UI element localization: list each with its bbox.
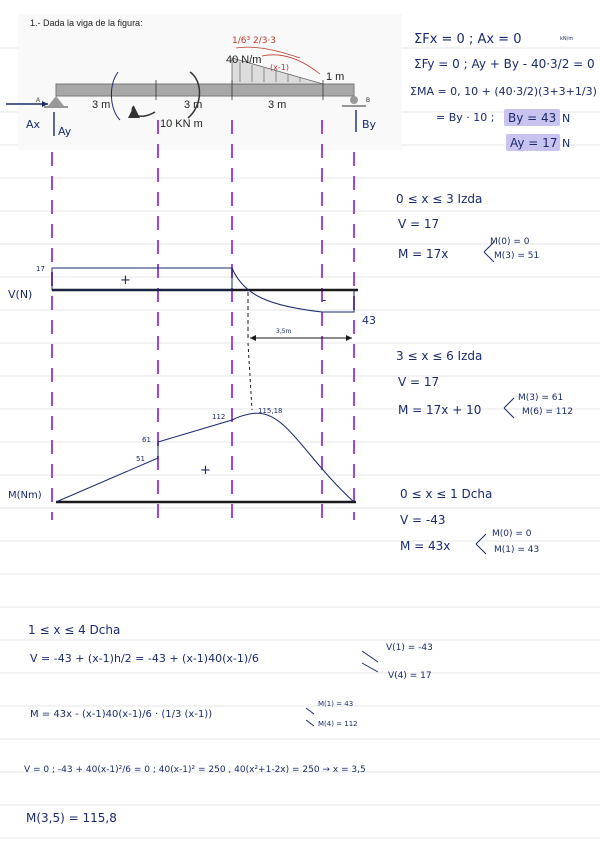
red-note-1: 1/6³ 2/3·3 — [232, 36, 277, 46]
shear-axis-label: V(N) — [8, 288, 33, 301]
ay-result: Ay = 17 — [510, 136, 558, 150]
shear-sign-neg: - — [322, 293, 327, 307]
beam-figure — [6, 14, 402, 150]
section-1-moment: M = 17x — [398, 247, 449, 261]
section-2-range: 3 ≤ x ≤ 6 Izda — [396, 349, 483, 363]
reaction-by: By — [362, 118, 377, 131]
section-1-shear: V = 17 — [398, 217, 440, 231]
span-3-label: 3 m — [268, 99, 287, 111]
section-2-shear: V = 17 — [398, 375, 440, 389]
beam — [56, 84, 354, 96]
moment-label: 10 KN m — [160, 118, 203, 130]
moment-v61: 61 — [142, 436, 151, 444]
eq-ma-cont: = By · 10 ; — [436, 111, 495, 124]
moment-diagram — [8, 343, 356, 502]
section-2-m3: M(3) = 61 — [518, 393, 564, 403]
moment-v112: 112 — [212, 413, 226, 421]
support-b — [350, 96, 358, 104]
zero-dimension-label: 3,5m — [276, 328, 292, 335]
section-1-m3: M(3) = 51 — [494, 251, 540, 261]
section-2-moment: M = 17x + 10 — [398, 403, 482, 417]
red-note-2: (x-1) — [270, 63, 289, 72]
shear-v-right: 43 — [362, 314, 376, 327]
section-4-m1: M(1) = 43 — [318, 700, 354, 708]
moment-vmax: 115,18 — [258, 407, 283, 415]
section-4-moment: M = 43x - (x-1)40(x-1)/6 · (1/3 (x-1)) — [30, 709, 213, 720]
shear-positive-block — [52, 268, 232, 290]
span-4-label: 1 m — [326, 71, 345, 83]
eq-ma: ΣMA = 0, 10 + (40·3/2)(3+3+1/3) — [410, 85, 597, 98]
eq-fx-unit: kN/m — [560, 36, 574, 42]
section-3-range: 0 ≤ x ≤ 1 Dcha — [400, 487, 493, 501]
eq-fx: ΣFx = 0 ; Ax = 0 — [414, 32, 522, 47]
reaction-ay: Ay — [58, 125, 72, 138]
point-a-label: A — [36, 98, 41, 104]
shear-diagram — [8, 265, 376, 341]
equilibrium-equations — [410, 32, 597, 151]
section-3-m1: M(1) = 43 — [494, 545, 540, 555]
section-4-v4: V(4) = 17 — [388, 671, 432, 681]
section-4-range: 1 ≤ x ≤ 4 Dcha — [28, 623, 121, 637]
span-2-label: 3 m — [184, 99, 203, 111]
section-4-mmax: M(3,5) = 115,8 — [26, 811, 117, 825]
section-3-shear: V = -43 — [400, 513, 446, 527]
eq-fy: ΣFy = 0 ; Ay + By - 40·3/2 = 0 — [414, 57, 595, 71]
by-unit: N — [562, 112, 571, 125]
span-1-label: 3 m — [92, 99, 111, 111]
section-2-m6: M(6) = 112 — [522, 407, 573, 417]
shear-sign-pos: + — [120, 273, 131, 288]
shear-v-left: 17 — [36, 265, 45, 273]
point-b-label: B — [366, 98, 371, 104]
section-1 — [396, 192, 539, 262]
problem-title: 1.- Dada la viga de la figura: — [30, 18, 143, 28]
section-4-zero: V = 0 ; -43 + 40(x-1)²/6 = 0 ; 40(x-1)² = 250 , 40(x²+1-2x) = 250 → x = 3,5 — [24, 765, 366, 775]
ay-unit: N — [562, 137, 571, 150]
section-4 — [24, 623, 433, 825]
moment-v51: 51 — [136, 455, 145, 463]
reaction-ax: Ax — [26, 118, 41, 131]
section-1-m0: M(0) = 0 — [490, 237, 530, 247]
moment-curve — [56, 413, 354, 502]
load-label: 40 N/m — [226, 54, 262, 66]
by-result: By = 43 — [508, 111, 557, 125]
section-4-m4: M(4) = 112 — [318, 720, 358, 728]
section-guides — [52, 120, 354, 520]
section-3 — [400, 487, 539, 555]
figure-panel — [18, 14, 402, 150]
section-2 — [396, 349, 573, 418]
section-1-range: 0 ≤ x ≤ 3 Izda — [396, 192, 483, 206]
section-4-shear: V = -43 + (x-1)h/2 = -43 + (x-1)40(x-1)/6 — [30, 652, 259, 665]
moment-axis-label: M(Nm) — [8, 490, 42, 501]
section-3-moment: M = 43x — [400, 539, 451, 553]
moment-sign: + — [200, 463, 211, 478]
section-3-m0: M(0) = 0 — [492, 529, 532, 539]
section-4-v1: V(1) = -43 — [386, 643, 433, 653]
